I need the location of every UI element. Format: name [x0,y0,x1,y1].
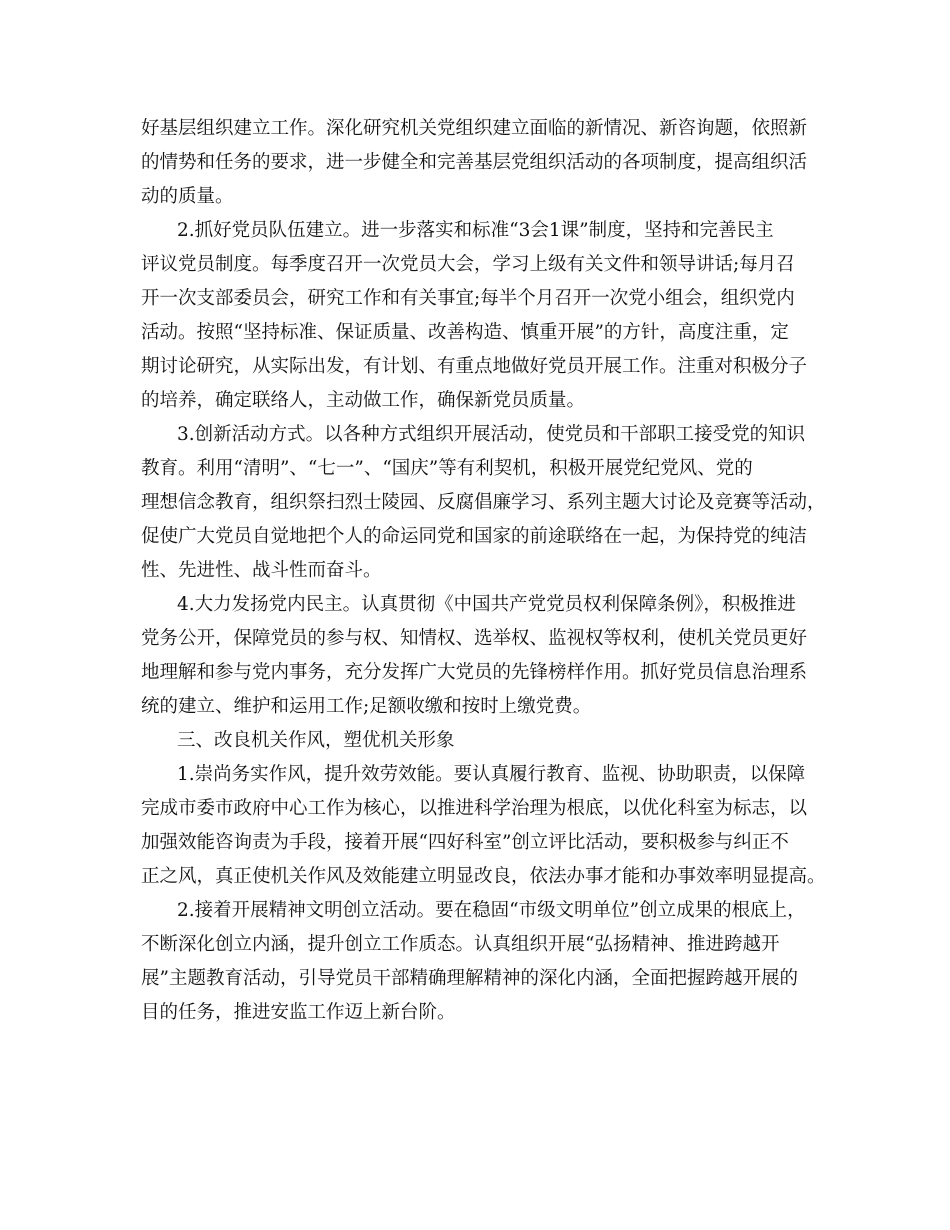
text-line: 动的质量。 [141,186,234,207]
text-line: 党务公开，保障党员的参与权、知情权、选举权、监视权等权利，使机关党员更好 [141,628,808,649]
text-line: 促使广大党员自觉地把个人的命运同党和国家的前途联络在一起，为保持党的纯洁 [141,526,808,547]
document-body [141,112,826,1030]
text-line: 2.抓好党员队伍建立。进一步落实和标准“3会1课”制度，坚持和完善民主 [177,220,774,241]
text-line: 4.大力发扬党内民主。认真贯彻《中国共产党党员权利保障条例》，积极推进 [177,594,796,615]
text-line: 的情势和任务的要求，进一步健全和完善基层党组织活动的各项制度，提高组织活 [141,152,808,173]
text-line: 1.崇尚务实作风，提升效劳效能。要认真履行教育、监视、协助职责，以保障 [177,764,806,785]
text-line: 展”主题教育活动，引导党员干部精确理解精神的深化内涵，全面把握跨越开展的 [141,968,798,989]
text-line: 加强效能咨询责为手段，接着开展“四好科室”创立评比活动，要积极参与纠正不 [141,832,789,853]
text-line: 性、先进性、战斗性而奋斗。 [141,560,382,581]
text-line: 3.创新活动方式。以各种方式组织开展活动，使党员和干部职工接受党的知识 [177,424,806,445]
text-line: 期讨论研究，从实际出发，有计划、有重点地做好党员开展工作。注重对积极分子 [141,356,808,377]
text-line: 教育。利用“清明”、“七一”、“国庆”等有利契机，积极开展党纪党风、党的 [141,458,753,479]
text-line: 地理解和参与党内事务，充分发挥广大党员的先锋榜样作用。抓好党员信息治理系 [141,662,808,683]
text-line: 的培养，确定联络人，主动做工作，确保新党员质量。 [141,390,586,411]
text-line: 2.接着开展精神文明创立活动。要在稳固“市级文明单位”创立成果的根底上， [177,900,806,921]
text-line: 开一次支部委员会，研究工作和有关事宜;每半个月召开一次党小组会，组织党内 [141,288,795,309]
text-line: 评议党员制度。每季度召开一次党员大会，学习上级有关文件和领导讲话;每月召 [141,254,795,275]
text-line: 正之风，真正使机关作风及效能建立明显改良，依法办事才能和办事效率明显提高。 [141,866,826,887]
text-line: 目的任务，推进安监工作迈上新台阶。 [141,1002,456,1023]
text-line: 活动。按照“坚持标准、保证质量、改善构造、慎重开展”的方针，高度注重，定 [141,322,789,343]
text-line: 不断深化创立内涵，提升创立工作质态。认真组织开展“弘扬精神、推进跨越开 [141,934,780,955]
text-line: 三、改良机关作风，塑优机关形象 [177,730,455,751]
text-line: 统的建立、维护和运用工作;足额收缴和按时上缴党费。 [141,696,592,717]
text-line: 好基层组织建立工作。深化研究机关党组织建立面临的新情况、新咨询题，依照新 [141,118,808,139]
text-line: 完成市委市政府中心工作为核心，以推进科学治理为根底，以优化科室为标志，以 [141,798,808,819]
text-line: 理想信念教育，组织祭扫烈士陵园、反腐倡廉学习、系列主题大讨论及竞赛等活动， [141,492,826,513]
